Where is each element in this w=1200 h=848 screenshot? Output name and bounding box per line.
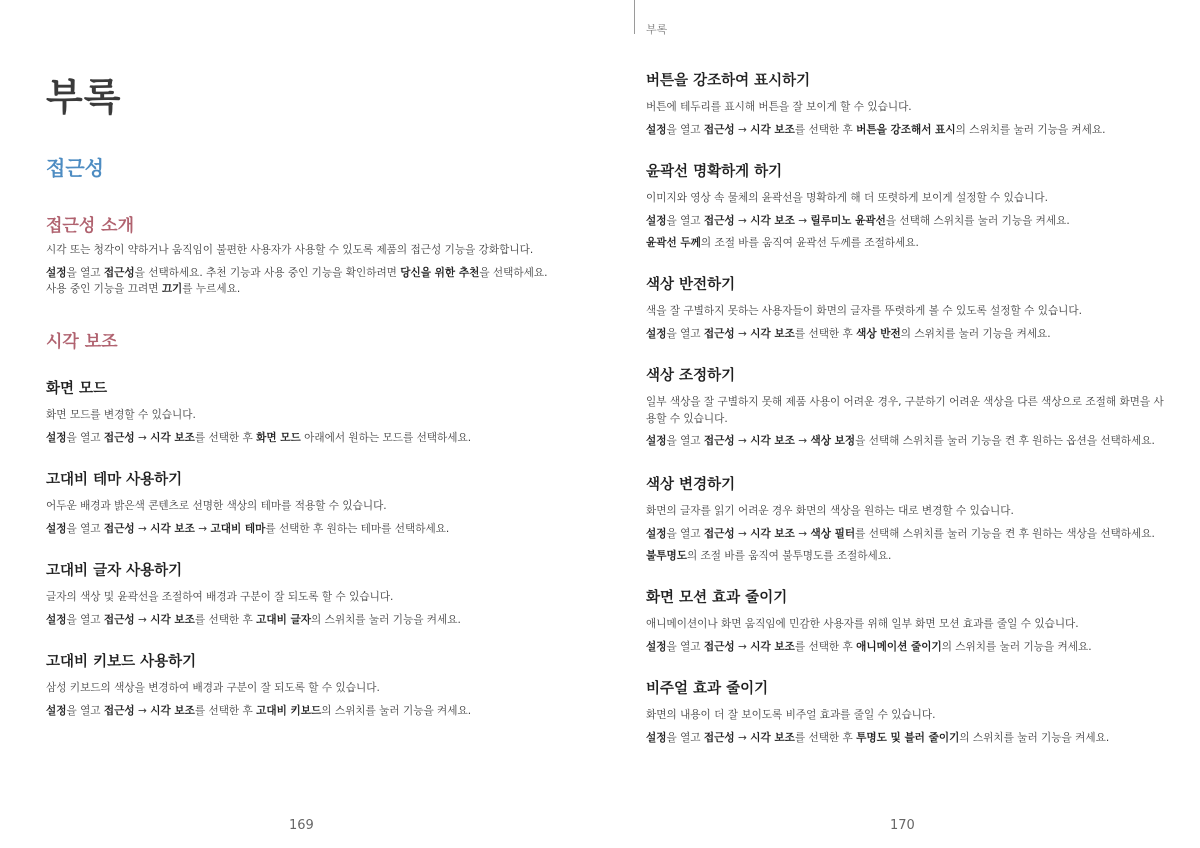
section-paragraph: 일부 색상을 잘 구별하지 못해 제품 사용이 어려운 경우, 구분하기 어려운 색상을 다른 색상으로 조절해 화면을 사용할 수 있습니다. [646, 396, 1164, 425]
section-heading: 윤곽선 명확하게 하기 [646, 164, 783, 180]
section-paragraph: 설정을 열고 접근성 → 시각 보조 → 색상 필터를 선택해 스위치를 눌러 기능을 켠 후 원하는 색상을 선택하세요. [646, 527, 1155, 540]
section-block [46, 650, 586, 725]
running-header: 부록 [646, 23, 668, 36]
right-page [600, 0, 1200, 848]
appendix-title: 부록 [46, 75, 122, 119]
page-number: 170 [890, 818, 915, 833]
section-heading: 화면 모션 효과 줄이기 [646, 590, 788, 606]
section-block [646, 69, 1166, 144]
intro-block [46, 242, 586, 304]
intro-heading: 접근성 소개 [46, 216, 135, 236]
section-paragraph: 버튼에 테두리를 표시해 버튼을 잘 보이게 할 수 있습니다. [646, 101, 912, 113]
section-block [646, 586, 1166, 661]
section-paragraph: 설정을 열고 접근성 → 시각 보조 → 릴루미노 윤곽선을 선택해 스위치를 눌러 기능을 켜세요. [646, 214, 1070, 227]
section-heading: 고대비 글자 사용하기 [46, 563, 183, 579]
section-paragraph: 이미지와 영상 속 물체의 윤곽선을 명확하게 해 더 또렷하게 보이게 설정할 수 있습니다. [646, 192, 1048, 204]
visual-aid-heading: 시각 보조 [46, 332, 118, 352]
section-heading: 화면 모드 [46, 381, 108, 397]
section-block [46, 468, 586, 543]
intro-paragraph: 시각 또는 청각이 약하거나 움직임이 불편한 사용자가 사용할 수 있도록 제품의 접근성 기능을 강화합니다. [46, 244, 534, 256]
section-description: 글자의 색상 및 윤곽선을 조절하여 배경과 구분이 잘 되도록 할 수 있습니다. [46, 591, 394, 603]
section-description: 어두운 배경과 밝은색 콘텐츠로 선명한 색상의 테마를 적용할 수 있습니다. [46, 500, 387, 512]
section-heading: 고대비 키보드 사용하기 [46, 654, 197, 670]
section-block [46, 559, 586, 634]
section-heading: 고대비 테마 사용하기 [46, 472, 183, 488]
section-heading: 색상 반전하기 [646, 277, 736, 293]
chapter-title: 접근성 [46, 156, 104, 180]
section-marker-line [634, 0, 635, 34]
section-paragraph: 설정을 열고 접근성 → 시각 보조를 선택한 후 버튼을 강조해서 표시의 스위치를 눌러 기능을 켜세요. [646, 123, 1106, 136]
intro-off-instructions: 사용 중인 기능을 끄려면 끄기를 누르세요. [46, 283, 241, 295]
section-paragraph: 설정을 열고 접근성 → 시각 보조 → 색상 보정을 선택해 스위치를 눌러 기능을 켠 후 원하는 옵션을 선택하세요. [646, 435, 1155, 447]
section-description: 화면 모드를 변경할 수 있습니다. [46, 409, 196, 421]
section-block [646, 677, 1166, 752]
intro-instructions: 설정을 열고 접근성을 선택하세요. 추천 기능과 사용 중인 기능을 확인하려면 당신을 위한 추천을 선택하세요. [46, 266, 548, 279]
section-heading: 색상 변경하기 [646, 477, 736, 493]
section-paragraph: 화면의 내용이 더 잘 보이도록 비주얼 효과를 줄일 수 있습니다. [646, 709, 936, 721]
section-block [646, 160, 1166, 258]
section-paragraph: 화면의 글자를 읽기 어려운 경우 화면의 색상을 원하는 대로 변경할 수 있습니다. [646, 505, 1014, 517]
page-number: 169 [289, 818, 314, 833]
section-block [46, 377, 586, 452]
section-paragraph: 설정을 열고 접근성 → 시각 보조를 선택한 후 투명도 및 블러 줄이기의 스위치를 눌러 기능을 켜세요. [646, 731, 1110, 744]
section-paragraph: 애니메이션이나 화면 움직임에 민감한 사용자를 위해 일부 화면 모션 효과를 줄일 수 있습니다. [646, 618, 1079, 630]
section-heading: 비주얼 효과 줄이기 [646, 681, 769, 697]
section-paragraph: 윤곽선 두께의 조절 바를 움직여 윤곽선 두께를 조절하세요. [646, 237, 919, 249]
section-description: 삼성 키보드의 색상을 변경하여 배경과 구분이 잘 되도록 할 수 있습니다. [46, 682, 380, 694]
section-steps: 설정을 열고 접근성 → 시각 보조 → 고대비 테마를 선택한 후 원하는 테마를 선택하세요. [46, 522, 450, 535]
section-block [646, 364, 1166, 456]
section-paragraph: 설정을 열고 접근성 → 시각 보조를 선택한 후 색상 반전의 스위치를 눌러 기능을 켜세요. [646, 327, 1051, 340]
section-steps: 설정을 열고 접근성 → 시각 보조를 선택한 후 고대비 키보드의 스위치를 눌러 기능을 켜세요. [46, 704, 472, 717]
section-heading: 색상 조정하기 [646, 368, 736, 384]
section-steps: 설정을 열고 접근성 → 시각 보조를 선택한 후 화면 모드 아래에서 원하는 모드를 선택하세요. [46, 431, 472, 444]
section-paragraph: 설정을 열고 접근성 → 시각 보조를 선택한 후 애니메이션 줄이기의 스위치를 눌러 기능을 켜세요. [646, 640, 1092, 653]
section-paragraph: 색을 잘 구별하지 못하는 사용자들이 화면의 글자를 뚜렷하게 볼 수 있도록 설정할 수 있습니다. [646, 305, 1083, 317]
section-block [646, 273, 1166, 348]
section-paragraph: 불투명도의 조절 바를 움직여 불투명도를 조절하세요. [646, 550, 892, 562]
section-steps: 설정을 열고 접근성 → 시각 보조를 선택한 후 고대비 글자의 스위치를 눌러 기능을 켜세요. [46, 613, 461, 626]
section-heading: 버튼을 강조하여 표시하기 [646, 73, 811, 89]
section-block [646, 473, 1166, 571]
